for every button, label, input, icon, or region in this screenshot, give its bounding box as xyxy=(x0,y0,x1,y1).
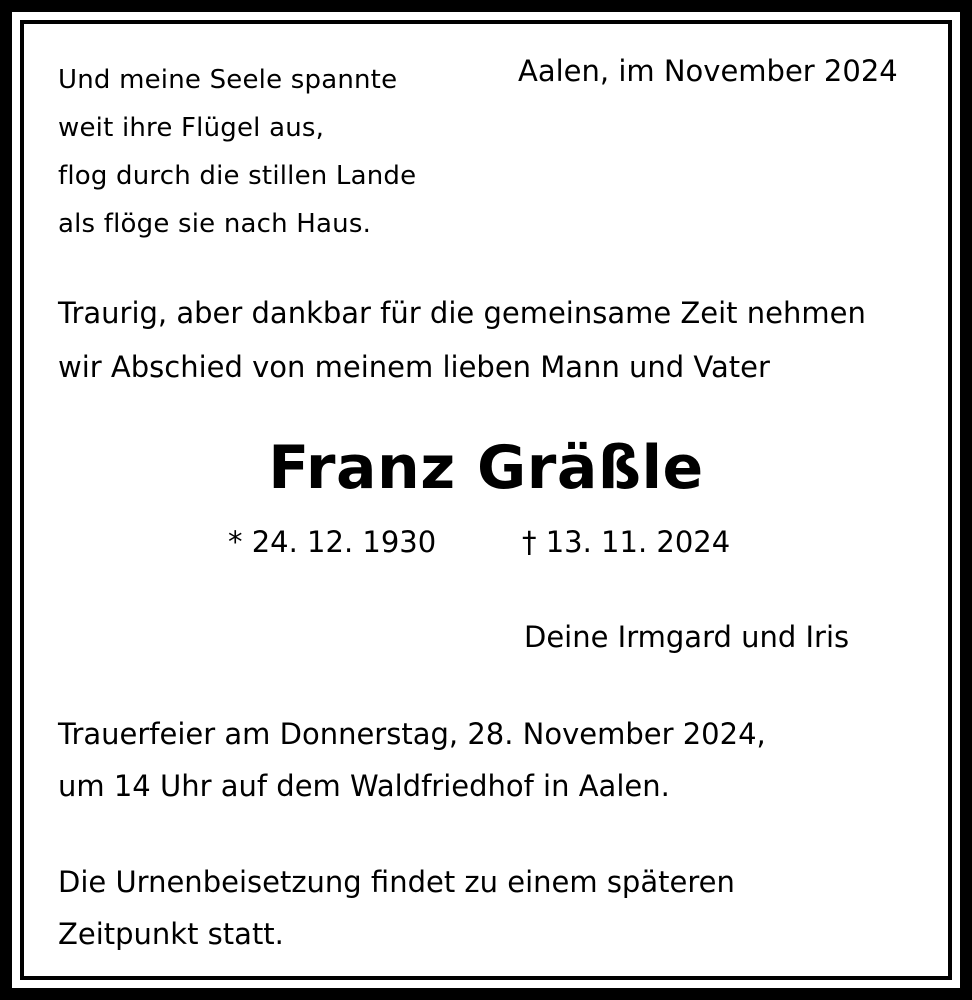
poem-line: Und meine Seele spannte xyxy=(58,65,398,95)
urn-burial-notice xyxy=(58,856,735,960)
place-date: Aalen, im November 2024 xyxy=(518,54,898,88)
birth-date: * 24. 12. 1930 xyxy=(228,525,437,559)
ceremony-line: um 14 Uhr auf dem Waldfriedhof in Aalen. xyxy=(58,769,670,803)
urn-line: Die Urnenbeisetzung findet zu einem späteren xyxy=(58,865,735,899)
intro-line: wir Abschied von meinem lieben Mann und Vater xyxy=(58,350,770,384)
poem-line: als flöge sie nach Haus. xyxy=(58,209,372,239)
poem-line: flog durch die stillen Lande xyxy=(58,161,417,191)
ceremony-line: Trauerfeier am Donnerstag, 28. November 2024, xyxy=(58,717,766,751)
intro-text xyxy=(58,286,866,394)
mourners-signature: Deine Irmgard und Iris xyxy=(524,620,850,654)
death-date: † 13. 11. 2024 xyxy=(522,525,731,559)
urn-line: Zeitpunkt statt. xyxy=(58,917,284,951)
intro-line: Traurig, aber dankbar für die gemeinsame Zeit nehmen xyxy=(58,296,866,330)
funeral-ceremony-notice xyxy=(58,708,766,812)
poem-verse xyxy=(58,56,416,248)
poem-line: weit ihre Flügel aus, xyxy=(58,113,325,143)
deceased-name: Franz Gräßle xyxy=(268,433,704,503)
